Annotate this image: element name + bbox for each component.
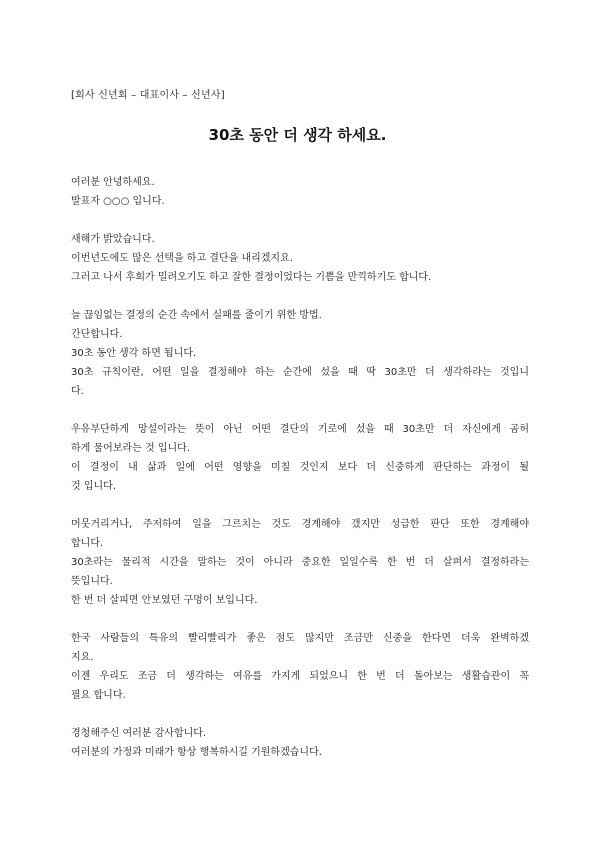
paragraph <box>71 230 529 287</box>
text-line: 한 번 더 살피면 안보였던 구멍이 보입니다. <box>71 595 258 606</box>
text-line: 30초라는 물리적 시간을 말하는 것이 아니라 중요한 일일수록 한 번 더 살펴서 결정하라는 <box>71 557 529 568</box>
text-line: 머뭇거리거나, 주저하여 일을 그르치는 것도 경계해야 갰지만 성급한 판단 또한 경계해야 <box>71 519 529 530</box>
text-line: 발표자 ○○○ 입니다. <box>71 196 165 207</box>
text-line: 새해가 밝았습니다. <box>71 234 155 245</box>
document-title: 30초 동안 더 생각 하세요. <box>208 126 387 144</box>
text-line: 한국 사람들의 특유의 빨리빨리가 좋은 점도 많지만 조금만 신중을 한다면 더욱 완벽하겠 <box>71 633 529 644</box>
paragraph <box>71 724 529 762</box>
text-line: 하게 물어보라는 것 입니다. <box>71 443 190 454</box>
text-line: 간단합니다. <box>71 329 123 340</box>
text-line: 필요 합니다. <box>71 690 126 701</box>
text-line: 경청해주신 여러분 감사합니다. <box>71 728 207 739</box>
text-line: 30초 규칙이란, 어떤 일을 결정해야 하는 순간에 섰을 때 딱 30초만 더 생각하라는 것입니 <box>71 367 529 378</box>
text-line: 30초 동안 생각 하면 됩니다. <box>71 348 197 359</box>
text-line: 이 결정이 내 삶과 일에 어떤 영향을 미칠 것인지 보다 더 신중하게 판단하는 과정이 될 <box>71 462 529 473</box>
text-line: 여러분의 가정과 미래가 항상 행복하시길 기원하겠습니다. <box>71 747 322 758</box>
text-line: 우유부단하게 망설이라는 뜻이 아닌 어떤 결단의 기로에 섰을 때 30초만 더 자신에게 곰허 <box>71 424 530 435</box>
text-line: 늘 끊임없는 결정의 순간 속에서 실패를 줄이기 위한 방법. <box>71 310 322 321</box>
paragraph <box>71 515 529 610</box>
document-body <box>71 173 529 781</box>
text-line: 이젠 우리도 조금 더 생각하는 여유를 가지게 되었으니 한 번 더 돌아보는 생활습관이 꼭 <box>71 671 529 682</box>
text-line: 이번년도에도 많은 선택을 하고 결단을 내리겠지요. <box>71 253 293 264</box>
paragraph <box>71 173 529 211</box>
text-line: 다. <box>71 386 84 397</box>
text-line: 합니다. <box>71 538 104 549</box>
text-line: 그러고 나서 후회가 밀려오기도 하고 잘한 결정이었다는 기쁨을 만끽하기도 합니다. <box>71 272 432 283</box>
text-line: 뜻입니다. <box>71 576 113 587</box>
text-line: 여러분 안녕하세요. <box>71 177 155 188</box>
document-header-tag: [회사 신년회 – 대표이사 – 신년사] <box>71 90 225 101</box>
text-line: 지요. <box>71 652 94 663</box>
paragraph <box>71 629 529 705</box>
paragraph <box>71 420 529 496</box>
text-line: 것 입니다. <box>71 481 116 492</box>
paragraph <box>71 306 529 401</box>
